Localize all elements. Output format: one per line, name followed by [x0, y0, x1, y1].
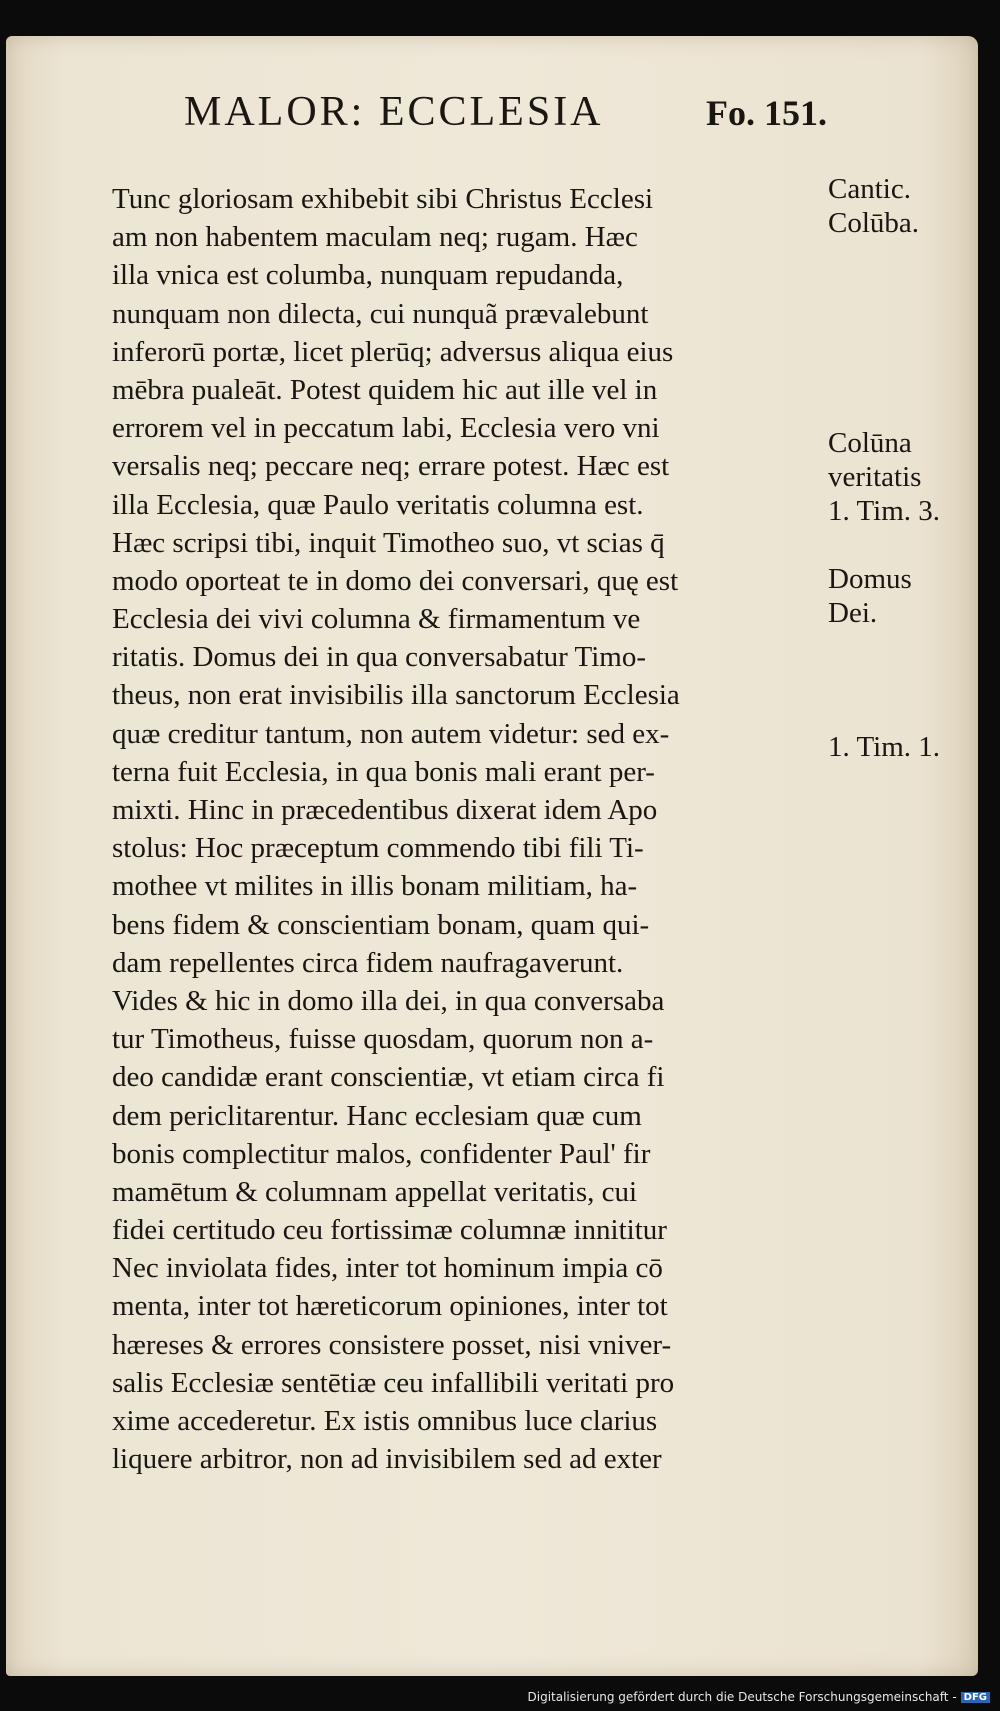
text-line: Nec inviolata fides, inter tot hominum impia cō	[112, 1252, 663, 1285]
text-line: versalis neq; peccare neq; errare potest. Hæc est	[112, 450, 670, 483]
text-line: ritatis. Domus dei in qua conversabatur Timo-	[112, 641, 647, 674]
text-line: Hæc scripsi tibi, inquit Timotheo suo, vt scias q̄	[112, 526, 665, 559]
text-line: menta, inter tot hæreticorum opiniones, inter tot	[112, 1290, 668, 1323]
text-line: theus, non erat invisibilis illa sanctorum Ecclesia	[112, 679, 680, 712]
text-line: fidei certitudo ceu fortissimæ columnæ innititur	[112, 1214, 667, 1247]
text-line: bonis complectitur malos, confidenter Paul' fir	[112, 1137, 651, 1170]
text-line: am non habentem maculam neq; rugam. Hæc	[112, 221, 638, 254]
text-line: illa vnica est columba, nunquam repudanda,	[112, 259, 624, 292]
text-line: tur Timotheus, fuisse quosdam, quorum non a-	[112, 1023, 654, 1056]
dfg-logo: DFG	[961, 1692, 990, 1703]
margin-note-line: Domus	[828, 563, 912, 595]
folio-number: Fo. 151.	[706, 93, 827, 133]
text-line: Ecclesia dei vivi columna & firmamentum ve	[112, 603, 641, 636]
margin-note-line: veritatis	[828, 461, 922, 493]
text-line: stolus: Hoc præceptum commendo tibi fili Ti-	[112, 832, 644, 865]
margin-note-line: Colūna	[828, 427, 912, 459]
margin-note-tim-1	[828, 730, 978, 764]
running-head: MALOR: ECCLESIA	[184, 89, 604, 135]
text-line: mamētum & columnam appellat veritatis, cui	[112, 1175, 638, 1208]
text-line: mothee vt milites in illis bonam militiam, ha-	[112, 870, 638, 903]
text-line: illa Ecclesia, quæ Paulo veritatis columna est.	[112, 488, 644, 521]
margin-note-line: 1. Tim. 1.	[828, 731, 941, 763]
margin-note-columna-veritatis	[828, 426, 978, 528]
text-line: dem periclitarentur. Hanc ecclesiam quæ cum	[112, 1099, 642, 1132]
margin-note-domus-dei	[828, 562, 978, 630]
text-line: Vides & hic in domo illa dei, in qua conversaba	[112, 984, 665, 1017]
text-line: deo candidæ erant conscientiæ, vt etiam circa fi	[112, 1061, 665, 1094]
text-line: salis Ecclesiæ sentētiæ ceu infallibili veritati pro	[112, 1366, 675, 1399]
text-line: modo oporteat te in domo dei conversari, quę est	[112, 564, 679, 597]
book-page	[6, 36, 978, 1676]
margin-note-cantic	[828, 172, 978, 240]
text-line: mēbra pualeāt. Potest quidem hic aut ille vel in	[112, 373, 658, 406]
text-line: quæ creditur tantum, non autem videtur: sed ex-	[112, 717, 670, 750]
text-line: bens fidem & conscientiam bonam, quam qui-	[112, 908, 650, 941]
footer-text: Digitalisierung gefördert durch die Deutsche Forschungsgemeinschaft -	[527, 1690, 957, 1704]
margin-note-line: 1. Tim. 3.	[828, 495, 941, 527]
text-line: Tunc gloriosam exhibebit sibi Christus Ecclesi	[112, 183, 654, 215]
text-line: errorem vel in peccatum labi, Ecclesia vero vni	[112, 412, 660, 445]
text-line: dam repellentes circa fidem naufragaverunt.	[112, 946, 624, 979]
margin-note-line: Cantic.	[828, 173, 911, 205]
body-text	[112, 180, 812, 1478]
text-line: xime accederetur. Ex istis omnibus luce clarius	[112, 1405, 658, 1437]
text-line: liquere arbitror, non ad invisibilem sed ad exter	[112, 1443, 662, 1476]
text-line: terna fuit Ecclesia, in qua bonis mali erant per-	[112, 755, 655, 788]
margin-note-line: Dei.	[828, 597, 878, 629]
text-line: hæreses & errores consistere posset, nisi vniver-	[112, 1328, 672, 1361]
margin-note-line: Colūba.	[828, 207, 920, 239]
text-line: mixti. Hinc in præcedentibus dixerat idem Apo	[112, 794, 658, 826]
digitization-footer	[528, 1690, 991, 1704]
text-line: nunquam non dilecta, cui nunquã prævalebunt	[112, 297, 649, 330]
text-line: inferorū portæ, licet plerūq; adversus aliqua eius	[112, 335, 674, 368]
